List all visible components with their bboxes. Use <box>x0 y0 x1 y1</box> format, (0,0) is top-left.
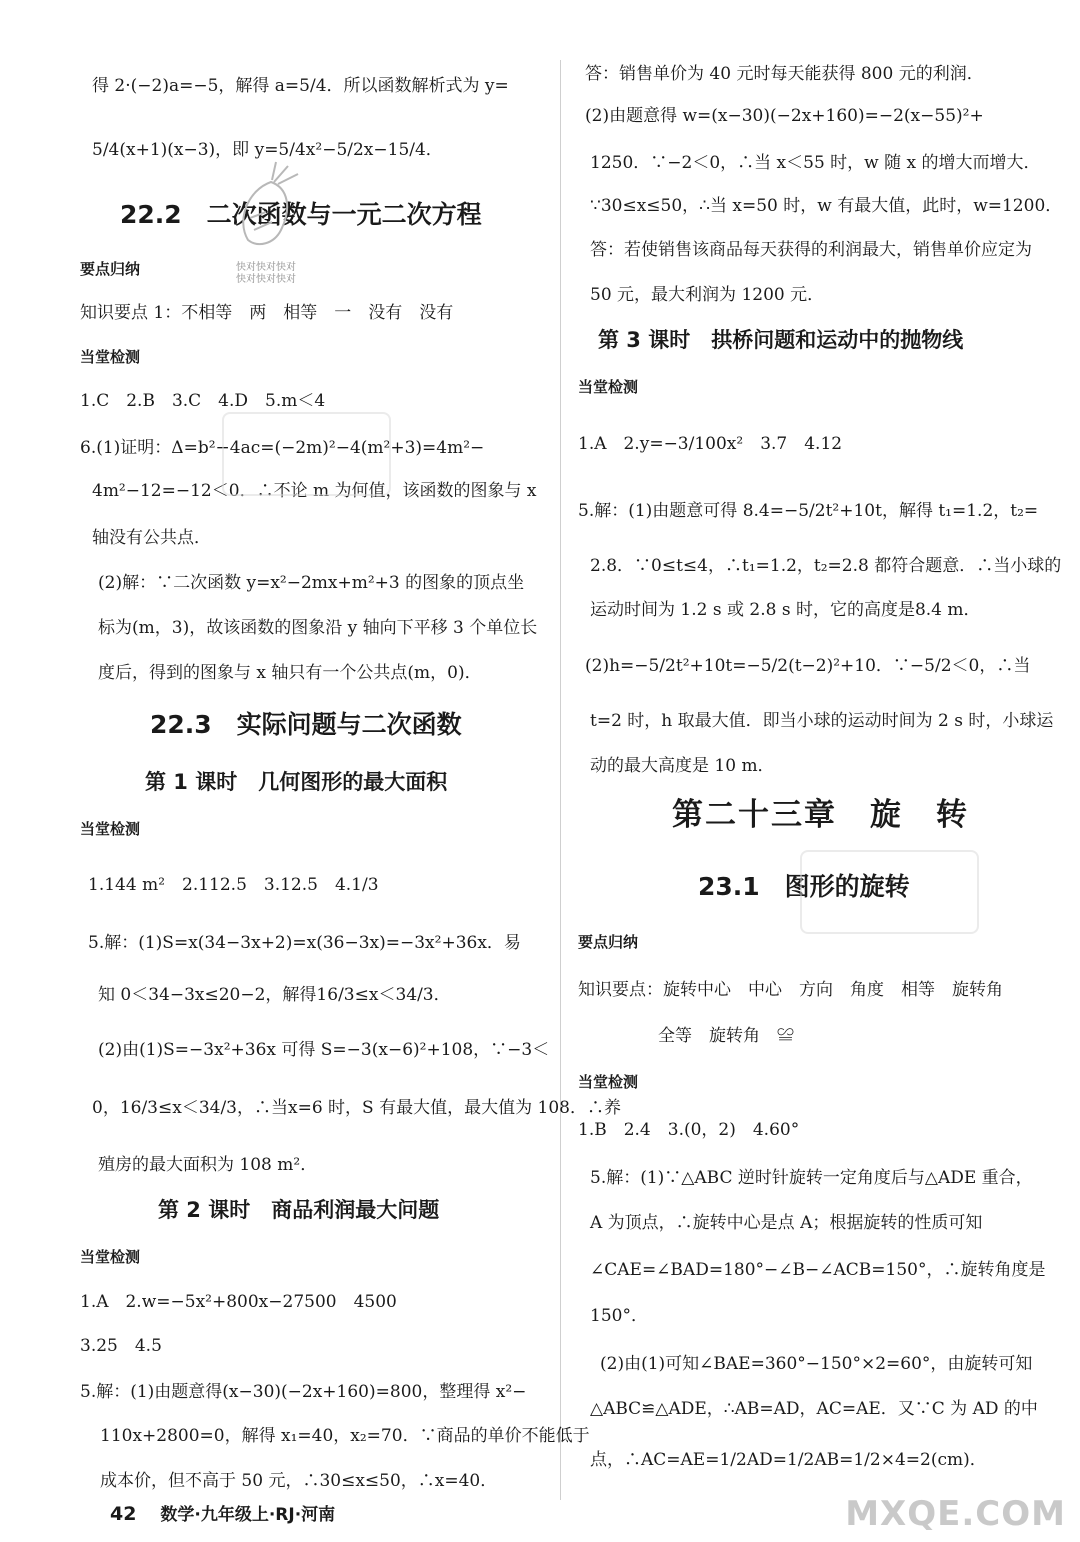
left-text-line: 5/4(x+1)(x−3)，即 y=5/4x²−5/2x−15/4． <box>92 140 443 160</box>
subsection-label: 当堂检测 <box>80 1248 141 1266</box>
right-text-line: 1.B 2.4 3.(0，2) 4.60° <box>578 1120 800 1140</box>
watermark-text: 快对快对快对 快对快对快对 <box>236 262 296 285</box>
subsection-label: 要点归纳 <box>578 933 639 951</box>
left-text-line: 110x+2800=0，解得 x₁=40，x₂=70．∵商品的单价不能低于 <box>100 1426 590 1446</box>
left-text-line: 6.(1)证明：Δ=b²−4ac=(−2m)²−4(m²+3)=4m²− <box>80 438 485 458</box>
subsection-label: 当堂检测 <box>578 378 639 396</box>
right-text-line: 答：若使销售该商品每天获得的利润最大，销售单价应定为 <box>590 240 1032 260</box>
column-divider <box>560 60 561 1500</box>
right-text-line: A 为顶点，∴旋转中心是点 A；根据旋转的性质可知 <box>590 1213 983 1233</box>
mascot-icon <box>226 160 306 255</box>
left-text-line: 1.C 2.B 3.C 4.D 5.m＜4 <box>80 391 326 411</box>
right-text-line: 5.解：(1)由题意可得 8.4=−5/2t²+10t，解得 t₁=1.2，t₂= <box>578 501 1039 521</box>
right-text-line: 5.解：(1)∵△ABC 逆时针旋转一定角度后与△ADE 重合， <box>590 1168 1033 1188</box>
right-text-line: (2)由(1)可知∠BAE=360°−150°×2=60°，由旋转可知 <box>600 1354 1033 1374</box>
left-text-line: 知 0＜34−3x≤20−2，解得16/3≤x＜34/3． <box>98 985 451 1005</box>
right-text-line: (2)由题意得 w=(x−30)(−2x+160)=−2(x−55)²+ <box>585 106 984 126</box>
footer-label: 数学·九年级上·RJ·河南 <box>160 1505 336 1525</box>
page-number: 42 <box>110 1503 137 1525</box>
right-text-line: t=2 时，h 取最大值．即当小球的运动时间为 2 s 时，小球运 <box>590 711 1054 731</box>
left-text-line: 成本价，但不高于 50 元，∴30≤x≤50，∴x=40． <box>100 1471 498 1491</box>
right-text-line: (2)h=−5/2t²+10t=−5/2(t−2)²+10．∵−5/2＜0，∴当 <box>585 656 1031 676</box>
left-text-line: 轴没有公共点． <box>92 528 211 548</box>
right-text-line: ∠CAE=∠BAD=180°−∠B−∠ACB=150°，∴旋转角度是 <box>590 1260 1046 1280</box>
left-text-line: 标为(m，3)，故该函数的图象沿 y 轴向下平移 3 个单位长 <box>98 618 538 638</box>
left-text-line: 1.A 2.w=−5x²+800x−27500 4500 <box>80 1292 397 1312</box>
right-text-line: 全等 旋转角 ≌ <box>658 1026 794 1046</box>
left-text-line: 1.144 m² 2.112.5 3.12.5 4.1/3 <box>88 875 379 895</box>
subsection-label: 当堂检测 <box>80 348 141 366</box>
section-heading: 23.1 图形的旋转 <box>698 872 910 901</box>
left-text-line: 5.解：(1)由题意得(x−30)(−2x+160)=800，整理得 x²− <box>80 1382 527 1402</box>
left-text-line: 知识要点 1：不相等 两 相等 一 没有 没有 <box>80 303 454 323</box>
subsection-label: 要点归纳 <box>80 260 141 278</box>
left-text-line: (2)解：∵二次函数 y=x²−2mx+m²+3 的图象的顶点坐 <box>98 573 525 593</box>
left-text-line: 殖房的最大面积为 108 m²． <box>98 1155 318 1175</box>
right-text-line: 1.A 2.y=−3/100x² 3.7 4.12 <box>578 434 843 454</box>
left-text-line: (2)由(1)S=−3x²+36x 可得 S=−3(x−6)²+108，∵−3＜ <box>98 1040 550 1060</box>
right-text-line: 点，∴AC=AE=1/2AD=1/2AB=1/2×4=2(cm)． <box>590 1450 987 1470</box>
left-text-line: 4m²−12=−12＜0．∴不论 m 为何值，该函数的图象与 x <box>92 481 537 501</box>
left-text-line: 0，16/3≤x＜34/3，∴当x=6 时，S 有最大值，最大值为 108．∴养 <box>92 1098 621 1118</box>
chapter-title: 第二十三章 旋 转 <box>672 797 969 833</box>
right-text-line: 50 元，最大利润为 1200 元． <box>590 285 825 305</box>
subsection-label: 当堂检测 <box>578 1073 639 1091</box>
site-watermark: MXQE.COM <box>845 1494 1066 1534</box>
right-text-line: 运动时间为 1.2 s 或 2.8 s 时，它的高度是8.4 m． <box>590 600 981 620</box>
lesson-heading: 第 3 课时 拱桥问题和运动中的抛物线 <box>598 328 964 352</box>
right-text-line: 动的最大高度是 10 m． <box>590 756 775 776</box>
subsection-label: 当堂检测 <box>80 820 141 838</box>
right-text-line: 1250．∵−2＜0，∴当 x＜55 时，w 随 x 的增大而增大． <box>590 153 1041 173</box>
left-text-line: 5.解：(1)S=x(34−3x+2)=x(36−3x)=−3x²+36x．易 <box>88 933 521 953</box>
right-text-line: 150°． <box>590 1306 648 1326</box>
left-text-line: 得 2·(−2)a=−5，解得 a=5/4．所以函数解析式为 y= <box>92 76 509 96</box>
right-text-line: △ABC≌△ADE，∴AB=AD，AC=AE．又∵C 为 AD 的中 <box>590 1399 1038 1419</box>
page-footer <box>110 1500 335 1525</box>
lesson-heading: 第 1 课时 几何图形的最大面积 <box>145 770 448 794</box>
lesson-heading: 第 2 课时 商品利润最大问题 <box>158 1198 440 1222</box>
watermark-stamp <box>222 412 391 496</box>
right-text-line: ∵30≤x≤50，∴当 x=50 时，w 有最大值，此时，w=1200． <box>590 196 1063 216</box>
right-text-line: 答：销售单价为 40 元时每天能获得 800 元的利润． <box>585 64 984 84</box>
watermark-stamp <box>800 850 979 934</box>
section-heading: 22.3 实际问题与二次函数 <box>150 710 462 739</box>
right-text-line: 知识要点：旋转中心 中心 方向 角度 相等 旋转角 <box>578 980 1003 1000</box>
left-text-line: 度后，得到的图象与 x 轴只有一个公共点(m，0)． <box>98 663 482 683</box>
section-heading: 22.2 二次函数与一元二次方程 <box>120 200 482 229</box>
left-text-line: 3.25 4.5 <box>80 1336 162 1356</box>
right-text-line: 2.8．∵0≤t≤4，∴t₁=1.2，t₂=2.8 都符合题意．∴当小球的 <box>590 556 1062 576</box>
